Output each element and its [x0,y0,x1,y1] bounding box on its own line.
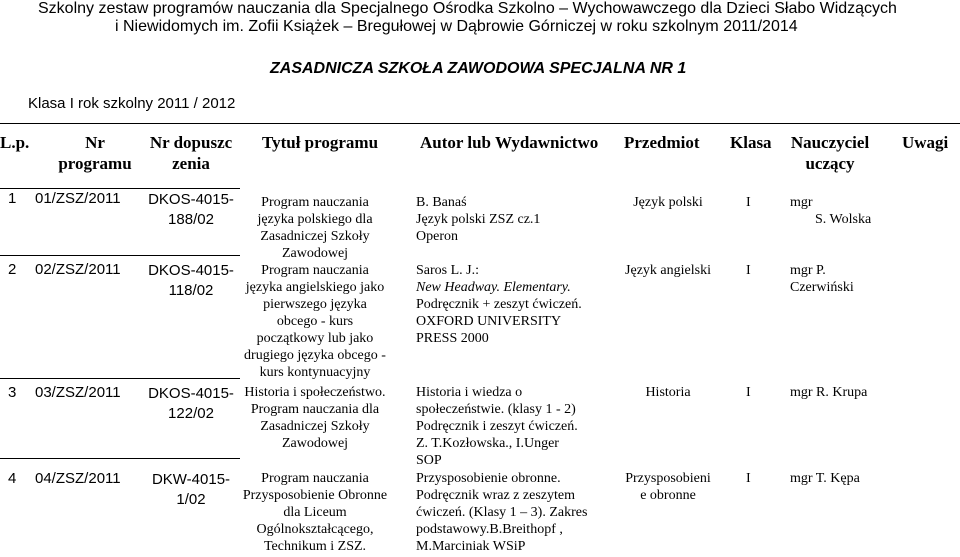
row1-autor-line: Język polski ZSZ cz.1 [416,212,541,227]
row4-nr-dop-line: 1/02 [176,491,206,508]
row3-autor-line: Historia i wiedza o [416,385,523,400]
row2-tytul-line: pierwszego języka [263,297,367,312]
row2-autor-line: Saros L. J.: [416,263,479,278]
row1-tytul-line: Zasadniczej Szkoły [260,229,370,244]
row4-lp: 4 [8,470,17,487]
row3-tytul-line: Zasadniczej Szkoły [260,419,370,434]
row4-tytul-line: Przysposobienie Obronne [242,488,388,503]
row3-tytul-line: Historia i społeczeństwo. [244,385,386,400]
row1-lp: 1 [8,190,17,207]
row2-autor [416,262,582,347]
col-header-nr-dopuszczenia [148,132,234,174]
row1-nr-programu: 01/ZSZ/2011 [35,190,121,207]
row2-nr-programu: 02/ZSZ/2011 [35,261,121,278]
col-header-nr-dopuszczenia-text: Nr dopuszczenia [149,133,233,173]
row2-autor-line: PRESS 2000 [416,331,489,346]
row4-nauczyciel [790,470,860,487]
row4-tytul-line: dla Liceum [283,505,347,520]
row1-nr-dop-line: DKOS-4015- [148,191,234,208]
row1-bottom-rule [0,255,240,256]
row1-tytul [240,194,390,262]
row1-nauczyciel-line: S. Wolska [815,212,872,227]
row4-nauczyciel-line: mgr T. Kępa [790,471,860,486]
row4-klasa: I [746,471,751,486]
col-header-nauczyciel-text: Nauczyciel uczący [790,133,870,173]
row1-nr-dop-line: 188/02 [168,211,214,228]
row2-tytul [240,262,390,381]
row1-przedmiot [618,194,718,211]
row3-nauczyciel-line: mgr R. Krupa [790,385,868,400]
row1-autor-line: Operon [416,229,458,244]
row2-klasa: I [746,263,751,278]
row3-autor-line: Z. T.Kozłowska., I.Unger [416,436,559,451]
row4-przedmiot-line: e obronne [640,488,696,503]
row3-nr-dopuszczenia [145,384,237,424]
row3-autor-line: społeczeństwie. (klasy 1 - 2) [416,402,576,417]
col-header-uwagi: Uwagi [902,133,949,152]
row4-tytul-line: Technikum i ZSZ. [263,539,367,554]
row3-tytul [240,384,390,452]
col-header-nr-programu [55,132,135,174]
row3-lp: 3 [8,384,17,401]
row4-autor-line: Podręcznik wraz z zeszytem [416,488,575,503]
row1-autor [416,194,540,245]
row4-autor-line: M.Marciniak WSiP [416,539,526,554]
row2-tytul-line: obcego - kurs [276,314,354,329]
row2-nauczyciel [790,262,854,296]
row1-tytul-line: języka polskiego dla [257,212,373,227]
row2-autor-line: OXFORD UNIVERSITY [416,314,562,329]
row2-nauczyciel-line: Czerwiński [790,280,854,295]
row2-nauczyciel-line: mgr P. [790,263,826,278]
row3-autor-line: Podręcznik i zeszyt ćwiczeń. [416,419,578,434]
row2-tytul-line: początkowy lub jako [256,331,374,346]
row2-przedmiot [618,262,718,279]
row1-nr-dopuszczenia [145,190,237,230]
row4-przedmiot [618,470,718,504]
row3-tytul-line: Zawodowej [281,436,349,451]
col-header-klasa: Klasa [730,133,772,152]
document-title-line1: Szkolny zestaw programów nauczania dla Specjalnego Ośrodka Szkolno – Wychowawczego dla Dzieci Słabo Widzących [38,0,897,17]
row2-tytul-line: drugiego języka obcego - [244,348,386,363]
class-year: Klasa I rok szkolny 2011 / 2012 [28,95,236,112]
school-name: ZASADNICZA SZKOŁA ZAWODOWA SPECJALNA NR 1 [270,60,687,77]
row1-klasa: I [746,195,751,210]
col-header-nr-programu-text: Nr programu [58,133,132,173]
header-bottom-rule [0,188,240,189]
col-header-tytul: Tytuł programu [262,133,379,152]
row2-autor-line: Podręcznik + zeszyt ćwiczeń. [416,297,582,312]
row3-nr-dop-line: DKOS-4015- [148,385,234,402]
row1-nauczyciel [790,194,871,228]
row4-tytul-line: Ogólnokształcącego, [256,522,374,537]
row4-tytul-line: Program nauczania [261,471,369,486]
row3-przedmiot [618,384,718,401]
col-header-przedmiot: Przedmiot [624,133,700,152]
row3-nr-dop-line: 122/02 [168,405,214,422]
document-title-line2: i Niewidomych im. Zofii Książek – Bregułowej w Dąbrowie Górniczej w roku szkolnym 2011/2014 [115,18,798,35]
row2-nr-dopuszczenia [145,261,237,301]
row3-nr-programu: 03/ZSZ/2011 [35,384,121,401]
row2-autor-line: New Headway. Elementary. [416,280,571,295]
row2-tytul-line: Program nauczania [261,263,369,278]
row3-autor [416,384,578,469]
row4-autor-line: ćwiczeń. (Klasy 1 – 3). Zakres [416,505,588,520]
row2-nr-dop-line: DKOS-4015- [148,262,234,279]
row4-nr-programu: 04/ZSZ/2011 [35,470,121,487]
row1-przedmiot-line: Język polski [633,195,703,210]
col-header-autor: Autor lub Wydawnictwo [420,133,599,152]
row1-tytul-line: Zawodowej [281,246,349,261]
row4-przedmiot-line: Przysposobieni [625,471,711,486]
row1-autor-line: B. Banaś [416,195,467,210]
row2-tytul-line: języka angielskiego jako [245,280,385,295]
row3-tytul-line: Program nauczania dla [250,402,380,417]
row4-nr-dopuszczenia [145,470,237,510]
row3-bottom-rule [0,458,240,459]
row2-nr-dop-line: 118/02 [168,282,214,299]
row3-klasa: I [746,385,751,400]
row1-tytul-line: Program nauczania [261,195,369,210]
row4-tytul [240,470,390,555]
row2-bottom-rule [0,378,240,379]
row2-przedmiot-line: Język angielski [625,263,711,278]
col-header-nauczyciel [780,132,880,174]
col-header-lp: L.p. [0,133,30,152]
row3-nauczyciel [790,384,867,401]
row4-nr-dop-line: DKW-4015- [151,471,231,488]
row3-przedmiot-line: Historia [645,385,691,400]
row3-autor-line: SOP [416,453,442,468]
row4-autor-line: Przysposobienie obronne. [416,471,561,486]
table-top-rule [0,123,960,124]
row2-lp: 2 [8,261,17,278]
row4-autor-line: podstawowy.B.Breithopf , [416,522,563,537]
row1-nauczyciel-line: mgr [790,195,813,210]
row2-tytul-line: kurs kontynuacyjny [259,365,371,380]
row4-autor [416,470,587,555]
